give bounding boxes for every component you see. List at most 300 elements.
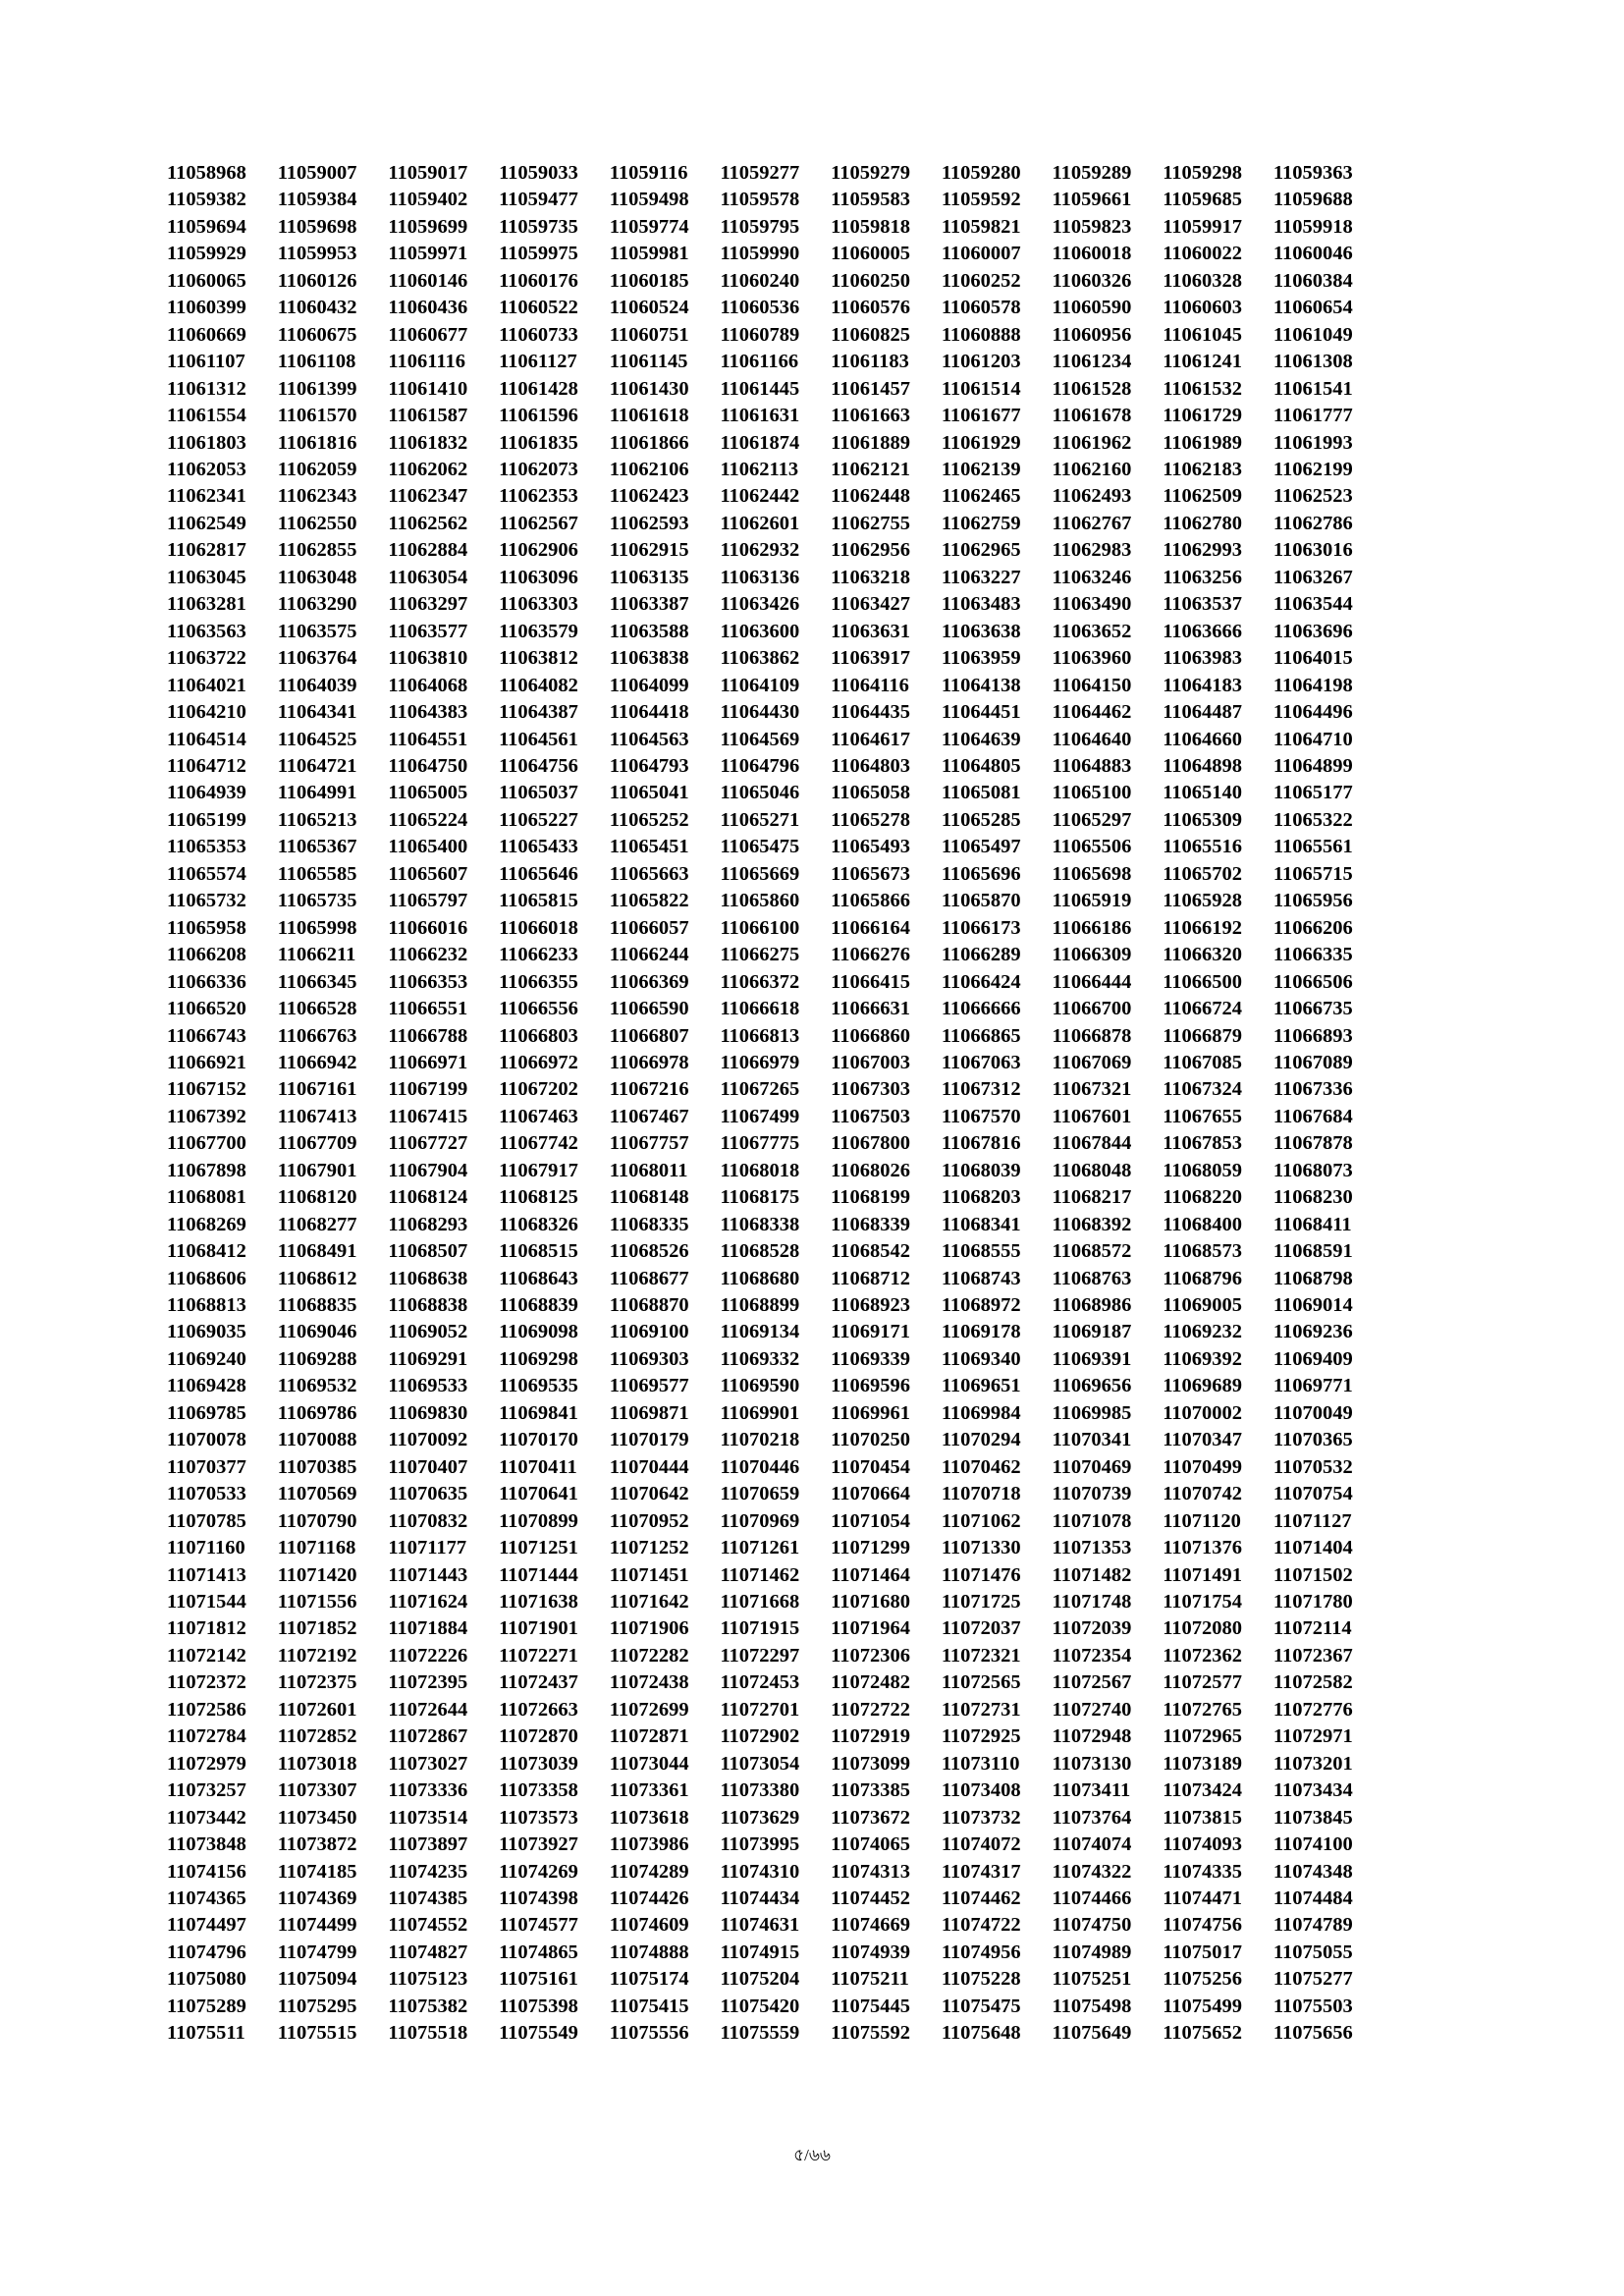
roll-number-cell: 11061816 — [277, 431, 357, 454]
roll-number-cell: 11062549 — [167, 512, 246, 534]
roll-number-cell: 11066921 — [167, 1051, 246, 1073]
roll-number-cell: 11072271 — [499, 1644, 578, 1667]
roll-number-cell: 11074497 — [167, 1914, 246, 1937]
roll-number-cell: 11073897 — [388, 1833, 468, 1856]
roll-number-cell: 11065285 — [941, 808, 1021, 831]
roll-number-cell: 11066979 — [720, 1051, 800, 1073]
roll-number-cell: 11059033 — [499, 162, 578, 184]
roll-number-cell: 11066788 — [388, 1024, 468, 1047]
roll-number-cell: 11067321 — [1052, 1078, 1132, 1101]
roll-number-cell: 11074452 — [831, 1887, 910, 1909]
roll-number-cell: 11061108 — [277, 351, 356, 373]
roll-number-cell: 11071668 — [720, 1591, 800, 1613]
roll-number-cell: 11065213 — [277, 808, 357, 831]
roll-number-cell: 11066415 — [831, 970, 910, 993]
roll-number-cell: 11068591 — [1272, 1240, 1353, 1263]
roll-number-cell: 11069392 — [1163, 1347, 1243, 1370]
roll-number-cell: 11072776 — [1272, 1698, 1353, 1721]
roll-number-cell: 11063960 — [1052, 647, 1132, 670]
roll-number-cell: 11074269 — [499, 1860, 578, 1883]
roll-number-cell: 11064898 — [1163, 754, 1243, 777]
roll-number-cell: 11070754 — [1272, 1483, 1353, 1505]
roll-number-cell: 11064639 — [941, 728, 1021, 750]
roll-number-cell: 11062780 — [1163, 512, 1243, 534]
roll-number-cell: 11063537 — [1163, 593, 1243, 616]
roll-number-cell: 11059116 — [609, 162, 688, 184]
roll-number-cell: 11059289 — [1052, 162, 1132, 184]
roll-number-cell: 11066803 — [499, 1024, 578, 1047]
roll-number-cell: 11068125 — [499, 1186, 578, 1209]
roll-number-cell: 11061874 — [720, 431, 800, 454]
roll-number-cell: 11068411 — [1272, 1213, 1352, 1235]
roll-number-cell: 11073848 — [167, 1833, 246, 1856]
roll-number-cell: 11068515 — [499, 1240, 578, 1263]
roll-number-cell: 11073573 — [499, 1806, 578, 1829]
roll-number-cell: 11074369 — [277, 1887, 357, 1909]
roll-number-cell: 11075445 — [831, 1995, 910, 2017]
roll-number-cell: 11071544 — [167, 1591, 246, 1613]
roll-number-cell: 11072870 — [499, 1725, 578, 1748]
roll-number-cell: 11074956 — [941, 1941, 1021, 1963]
roll-number-cell: 11068277 — [277, 1213, 357, 1235]
roll-number-cell: 11060005 — [831, 243, 910, 265]
roll-number-cell: 11069187 — [1052, 1321, 1132, 1343]
roll-number-cell: 11068175 — [720, 1186, 800, 1209]
roll-number-cell: 11071502 — [1272, 1563, 1353, 1586]
roll-number-cell: 11063096 — [499, 566, 578, 588]
roll-number-cell: 11062059 — [277, 458, 357, 480]
roll-number-cell: 11065322 — [1272, 808, 1353, 831]
roll-number-cell: 11073336 — [388, 1779, 468, 1802]
roll-number-cell: 11071353 — [1052, 1537, 1132, 1559]
roll-number-cell: 11063427 — [831, 593, 910, 616]
roll-number-cell: 11065278 — [831, 808, 910, 831]
roll-number-cell: 11060576 — [831, 297, 910, 319]
roll-number-cell: 11070446 — [720, 1455, 800, 1478]
roll-number-cell: 11064015 — [1272, 647, 1353, 670]
roll-number-cell: 11068798 — [1272, 1267, 1353, 1289]
roll-number-cell: 11069171 — [831, 1321, 910, 1343]
roll-number-cell: 11069014 — [1272, 1294, 1353, 1317]
roll-number-cell: 11075559 — [720, 2022, 800, 2045]
roll-number-cell: 11071915 — [720, 1617, 800, 1640]
roll-number-cell: 11067655 — [1163, 1105, 1243, 1127]
roll-number-cell: 11070739 — [1052, 1483, 1132, 1505]
roll-number-cell: 11062465 — [941, 485, 1021, 508]
roll-number-cell: 11067917 — [499, 1159, 578, 1181]
roll-number-cell: 11068341 — [941, 1213, 1021, 1235]
roll-number-cell: 11062121 — [831, 458, 910, 480]
roll-number-cell: 11060956 — [1052, 323, 1132, 346]
roll-number-cell: 11067415 — [388, 1105, 468, 1127]
roll-number-cell: 11061145 — [609, 351, 688, 373]
roll-number-cell: 11068124 — [388, 1186, 468, 1209]
page-number: ৫/৬৬ — [793, 2146, 831, 2164]
roll-number-cell: 11062062 — [388, 458, 468, 480]
roll-number-cell: 11068011 — [609, 1159, 688, 1181]
roll-number-cell: 11067684 — [1272, 1105, 1353, 1127]
roll-number-cell: 11075511 — [167, 2022, 245, 2045]
roll-number-cell: 11064451 — [941, 701, 1021, 724]
roll-number-cell: 11067202 — [499, 1078, 578, 1101]
roll-number-cell: 11065732 — [167, 890, 246, 912]
roll-number-cell: 11065919 — [1052, 890, 1132, 912]
roll-number-cell: 11072482 — [831, 1671, 910, 1694]
roll-number-cell: 11066369 — [609, 970, 689, 993]
roll-number-cell: 11058968 — [167, 162, 246, 184]
roll-number-cell: 11068230 — [1272, 1186, 1353, 1209]
roll-number-cell: 11075256 — [1163, 1968, 1243, 1991]
roll-number-cell: 11069391 — [1052, 1347, 1132, 1370]
roll-number-cell: 11071062 — [941, 1509, 1021, 1532]
roll-number-cell: 11070641 — [499, 1483, 578, 1505]
roll-number-cell: 11062106 — [609, 458, 689, 480]
roll-number-cell: 11067199 — [388, 1078, 468, 1101]
roll-number-cell: 11068120 — [277, 1186, 357, 1209]
roll-number-cell: 11064660 — [1163, 728, 1243, 750]
roll-number-cell: 11072395 — [388, 1671, 468, 1694]
roll-number-cell: 11074317 — [941, 1860, 1021, 1883]
roll-number-cell: 11074426 — [609, 1887, 689, 1909]
roll-number-cell: 11061729 — [1163, 405, 1243, 427]
roll-number-cell: 11068199 — [831, 1186, 910, 1209]
roll-number-cell: 11062341 — [167, 485, 246, 508]
roll-number-cell: 11067816 — [941, 1132, 1021, 1155]
roll-number-cell: 11075503 — [1272, 1995, 1353, 2017]
roll-number-cell: 11075556 — [609, 2022, 689, 2045]
roll-number-cell: 11065400 — [388, 836, 468, 858]
roll-number-cell: 11065815 — [499, 890, 578, 912]
roll-number-cell: 11066372 — [720, 970, 800, 993]
roll-number-cell: 11060399 — [167, 297, 246, 319]
roll-number-cell: 11070969 — [720, 1509, 800, 1532]
roll-number-cell: 11072701 — [720, 1698, 800, 1721]
roll-number-cell: 11070002 — [1163, 1401, 1243, 1424]
roll-number-cell: 11062353 — [499, 485, 578, 508]
roll-number-cell: 11071680 — [831, 1591, 910, 1613]
roll-number-cell: 11074074 — [1052, 1833, 1132, 1856]
roll-number-cell: 11064462 — [1052, 701, 1132, 724]
roll-number-cell: 11061631 — [720, 405, 800, 427]
roll-number-cell: 11065607 — [388, 862, 468, 885]
roll-number-cell: 11063983 — [1163, 647, 1243, 670]
roll-number-cell: 11061203 — [941, 351, 1021, 373]
roll-number-cell: 11059685 — [1163, 189, 1243, 211]
roll-number-cell: 11063048 — [277, 566, 357, 588]
roll-number-cell: 11075161 — [499, 1968, 578, 1991]
roll-number-cell: 11068018 — [720, 1159, 800, 1181]
roll-number-cell: 11074365 — [167, 1887, 246, 1909]
roll-number-cell: 11074827 — [388, 1941, 468, 1963]
roll-number-cell: 11066735 — [1272, 998, 1353, 1020]
roll-number-cell: 11065252 — [609, 808, 689, 831]
roll-number-cell: 11062448 — [831, 485, 910, 508]
roll-number-cell: 11070664 — [831, 1483, 910, 1505]
roll-number-cell: 11071556 — [277, 1591, 357, 1613]
roll-number-cell: 11061514 — [941, 377, 1021, 400]
roll-number-cell: 11062493 — [1052, 485, 1132, 508]
roll-number-cell: 11067499 — [720, 1105, 800, 1127]
roll-number-cell: 11062884 — [388, 539, 468, 562]
roll-number-cell: 11070952 — [609, 1509, 689, 1532]
roll-number-cell: 11063959 — [941, 647, 1021, 670]
roll-number-cell: 11061528 — [1052, 377, 1132, 400]
roll-number-table — [167, 160, 1384, 2048]
roll-number-cell: 11067878 — [1272, 1132, 1353, 1155]
roll-number-cell: 11068743 — [941, 1267, 1021, 1289]
roll-number-cell: 11074915 — [720, 1941, 800, 1963]
roll-number-cell: 11060825 — [831, 323, 910, 346]
roll-number-cell: 11066208 — [167, 944, 246, 966]
roll-number-cell: 11069134 — [720, 1321, 800, 1343]
roll-number-cell: 11072919 — [831, 1725, 910, 1748]
roll-number-cell: 11075174 — [609, 1968, 689, 1991]
roll-number-cell: 11064750 — [388, 754, 468, 777]
roll-number-cell: 11059578 — [720, 189, 800, 211]
roll-number-cell: 11070385 — [277, 1455, 357, 1478]
roll-number-cell: 11074750 — [1052, 1914, 1132, 1937]
roll-number-cell: 11070444 — [609, 1455, 689, 1478]
roll-number-cell: 11066631 — [831, 998, 910, 1020]
roll-number-cell: 11071251 — [499, 1537, 578, 1559]
roll-number-cell: 11063256 — [1163, 566, 1243, 588]
roll-number-cell: 11064710 — [1272, 728, 1353, 750]
roll-number-cell: 11064793 — [609, 754, 689, 777]
roll-number-cell: 11072577 — [1163, 1671, 1243, 1694]
roll-number-cell: 11059953 — [277, 243, 357, 265]
roll-number-cell: 11073361 — [609, 1779, 689, 1802]
roll-number-cell: 11072867 — [388, 1725, 468, 1748]
roll-number-cell: 11061166 — [720, 351, 799, 373]
roll-number-cell: 11059688 — [1272, 189, 1353, 211]
roll-number-cell: 11065177 — [1272, 782, 1353, 804]
roll-number-cell: 11074484 — [1272, 1887, 1353, 1909]
roll-number-cell: 11072114 — [1272, 1617, 1352, 1640]
roll-number-cell: 11063045 — [167, 566, 246, 588]
roll-number-cell: 11072306 — [831, 1644, 910, 1667]
roll-number-cell: 11070659 — [720, 1483, 800, 1505]
roll-number-cell: 11063838 — [609, 647, 689, 670]
roll-number-cell: 11061457 — [831, 377, 910, 400]
roll-number-cell: 11071376 — [1163, 1537, 1243, 1559]
roll-number-cell: 11074100 — [1272, 1833, 1353, 1856]
roll-number-cell: 11069035 — [167, 1321, 246, 1343]
roll-number-cell: 11074722 — [941, 1914, 1021, 1937]
roll-number-cell: 11073385 — [831, 1779, 910, 1802]
roll-number-cell: 11072644 — [388, 1698, 468, 1721]
roll-number-cell: 11062523 — [1272, 485, 1353, 508]
roll-number-cell: 11067463 — [499, 1105, 578, 1127]
roll-number-cell: 11059990 — [720, 243, 800, 265]
roll-number-cell: 11071754 — [1163, 1591, 1243, 1613]
roll-number-cell: 11069689 — [1163, 1375, 1243, 1397]
roll-number-cell: 11068712 — [831, 1267, 910, 1289]
roll-number-cell: 11061399 — [277, 377, 357, 400]
roll-number-cell: 11067392 — [167, 1105, 246, 1127]
roll-number-cell: 11059017 — [388, 162, 468, 184]
roll-number-cell: 11068555 — [941, 1240, 1021, 1263]
roll-number-cell: 11069651 — [941, 1375, 1021, 1397]
roll-number-cell: 11072142 — [167, 1644, 246, 1667]
roll-number-cell: 11061430 — [609, 377, 689, 400]
roll-number-cell: 11072971 — [1272, 1725, 1353, 1748]
roll-number-cell: 11073618 — [609, 1806, 689, 1829]
roll-number-cell: 11072437 — [499, 1671, 578, 1694]
roll-number-cell: 11073424 — [1163, 1779, 1243, 1802]
roll-number-cell: 11065058 — [831, 782, 910, 804]
roll-number-cell: 11060326 — [1052, 269, 1132, 292]
roll-number-cell: 11068835 — [277, 1294, 357, 1317]
roll-number-cell: 11069533 — [388, 1375, 468, 1397]
roll-number-cell: 11060789 — [720, 323, 800, 346]
roll-number-cell: 11066057 — [609, 916, 689, 939]
roll-number-cell: 11068526 — [609, 1240, 689, 1263]
roll-number-cell: 11066309 — [1052, 944, 1132, 966]
roll-number-cell: 11065585 — [277, 862, 357, 885]
roll-number-cell: 11074466 — [1052, 1887, 1132, 1909]
roll-number-cell: 11064021 — [167, 674, 246, 696]
roll-number-cell: 11061554 — [167, 405, 246, 427]
roll-number-cell: 11065367 — [277, 836, 357, 858]
roll-number-cell: 11071451 — [609, 1563, 689, 1586]
roll-number-cell: 11073044 — [609, 1752, 689, 1775]
roll-number-cell: 11072740 — [1052, 1698, 1132, 1721]
roll-number-cell: 11063652 — [1052, 620, 1132, 642]
roll-number-cell: 11064387 — [499, 701, 578, 724]
roll-number-cell: 11059735 — [499, 215, 578, 238]
roll-number-cell: 11063810 — [388, 647, 468, 670]
roll-number-cell: 11064487 — [1163, 701, 1243, 724]
roll-number-cell: 11062755 — [831, 512, 910, 534]
roll-number-cell: 11059823 — [1052, 215, 1132, 238]
roll-number-cell: 11075228 — [941, 1968, 1021, 1991]
roll-number-cell: 11061777 — [1272, 405, 1353, 427]
roll-number-cell: 11064150 — [1052, 674, 1132, 696]
roll-number-cell: 11065646 — [499, 862, 578, 885]
roll-number-cell: 11065433 — [499, 836, 578, 858]
roll-number-cell: 11067265 — [720, 1078, 800, 1101]
roll-number-cell: 11063267 — [1272, 566, 1353, 588]
roll-number-cell: 11060250 — [831, 269, 910, 292]
roll-number-cell: 11074462 — [941, 1887, 1021, 1909]
roll-number-cell: 11060126 — [277, 269, 357, 292]
roll-number-cell: 11071120 — [1163, 1509, 1241, 1532]
roll-number-cell: 11070049 — [1272, 1401, 1353, 1424]
roll-number-cell: 11066743 — [167, 1024, 246, 1047]
roll-number-cell: 11070407 — [388, 1455, 468, 1478]
roll-number-cell: 11063563 — [167, 620, 246, 642]
roll-number-cell: 11060018 — [1052, 243, 1132, 265]
roll-number-cell: 11070785 — [167, 1509, 246, 1532]
roll-number-cell: 11063666 — [1163, 620, 1243, 642]
roll-number-cell: 11059363 — [1272, 162, 1353, 184]
roll-number-cell: 11072582 — [1272, 1671, 1353, 1694]
roll-number-cell: 11061049 — [1272, 323, 1353, 346]
roll-number-cell: 11059698 — [277, 215, 357, 238]
roll-number-cell: 11069985 — [1052, 1401, 1132, 1424]
roll-number-cell: 11071444 — [499, 1563, 578, 1586]
roll-number-cell: 11063575 — [277, 620, 357, 642]
roll-number-cell: 11066520 — [167, 998, 246, 1020]
roll-number-cell: 11059917 — [1163, 215, 1243, 238]
roll-number-cell: 11063246 — [1052, 566, 1132, 588]
roll-number-cell: 11068073 — [1272, 1159, 1353, 1181]
roll-number-cell: 11073189 — [1163, 1752, 1243, 1775]
roll-number-cell: 11068870 — [609, 1294, 689, 1317]
roll-number-cell: 11074939 — [831, 1941, 910, 1963]
roll-number-cell: 11059498 — [609, 189, 689, 211]
roll-number-cell: 11065497 — [941, 836, 1021, 858]
roll-number-cell: 11075415 — [609, 1995, 689, 2017]
roll-number-cell: 11062183 — [1163, 458, 1243, 480]
roll-number-cell: 11072354 — [1052, 1644, 1132, 1667]
roll-number-cell: 11065224 — [388, 808, 468, 831]
roll-number-cell: 11074888 — [609, 1941, 689, 1963]
roll-number-cell: 11072784 — [167, 1725, 246, 1748]
roll-number-cell: 11073380 — [720, 1779, 800, 1802]
roll-number-cell: 11074669 — [831, 1914, 910, 1937]
roll-number-cell: 11072902 — [720, 1725, 800, 1748]
roll-number-cell: 11075055 — [1272, 1941, 1353, 1963]
roll-number-cell: 11065866 — [831, 890, 910, 912]
roll-number-cell: 11067709 — [277, 1132, 357, 1155]
roll-number-cell: 11068148 — [609, 1186, 689, 1209]
roll-number-cell: 11075017 — [1163, 1941, 1243, 1963]
roll-number-cell: 11068026 — [831, 1159, 910, 1181]
roll-number-cell: 11060888 — [941, 323, 1021, 346]
roll-number-cell: 11067089 — [1272, 1051, 1353, 1073]
roll-number-cell: 11069901 — [720, 1401, 800, 1424]
roll-number-cell: 11062347 — [388, 485, 468, 508]
roll-number-cell: 11069332 — [720, 1347, 800, 1370]
roll-number-cell: 11063917 — [831, 647, 910, 670]
roll-number-cell: 11061677 — [941, 405, 1021, 427]
roll-number-cell: 11064569 — [720, 728, 800, 750]
roll-number-cell: 11066724 — [1163, 998, 1243, 1020]
roll-number-cell: 11063297 — [388, 593, 468, 616]
roll-number-cell: 11074756 — [1163, 1914, 1243, 1937]
roll-number-cell: 11065353 — [167, 836, 246, 858]
roll-number-cell: 11060240 — [720, 269, 800, 292]
roll-number-cell: 11070377 — [167, 1455, 246, 1478]
roll-number-cell: 11073411 — [1052, 1779, 1131, 1802]
roll-number-cell: 11064991 — [277, 782, 357, 804]
roll-number-cell: 11068796 — [1163, 1267, 1243, 1289]
roll-number-cell: 11074471 — [1163, 1887, 1243, 1909]
roll-number-cell: 11061989 — [1163, 431, 1243, 454]
roll-number-cell: 11070499 — [1163, 1455, 1243, 1478]
roll-number-cell: 11062423 — [609, 485, 689, 508]
roll-number-cell: 11069339 — [831, 1347, 910, 1370]
roll-number-cell: 11063281 — [167, 593, 246, 616]
roll-number-cell: 11062855 — [277, 539, 357, 562]
roll-number-cell: 11068048 — [1052, 1159, 1132, 1181]
roll-number-cell: 11074065 — [831, 1833, 910, 1856]
roll-number-cell: 11068220 — [1163, 1186, 1243, 1209]
roll-number-cell: 11067085 — [1163, 1051, 1243, 1073]
roll-number-cell: 11064099 — [609, 674, 689, 696]
roll-number-cell: 11068572 — [1052, 1240, 1132, 1263]
roll-number-cell: 11072080 — [1163, 1617, 1243, 1640]
roll-number-cell: 11066345 — [277, 970, 357, 993]
roll-number-cell: 11067844 — [1052, 1132, 1132, 1155]
roll-number-cell: 11067312 — [941, 1078, 1021, 1101]
roll-number-cell: 11059929 — [167, 243, 246, 265]
roll-number-cell: 11066971 — [388, 1051, 468, 1073]
roll-number-cell: 11071420 — [277, 1563, 357, 1586]
roll-number-cell: 11062932 — [720, 539, 800, 562]
roll-number-cell: 11074289 — [609, 1860, 689, 1883]
